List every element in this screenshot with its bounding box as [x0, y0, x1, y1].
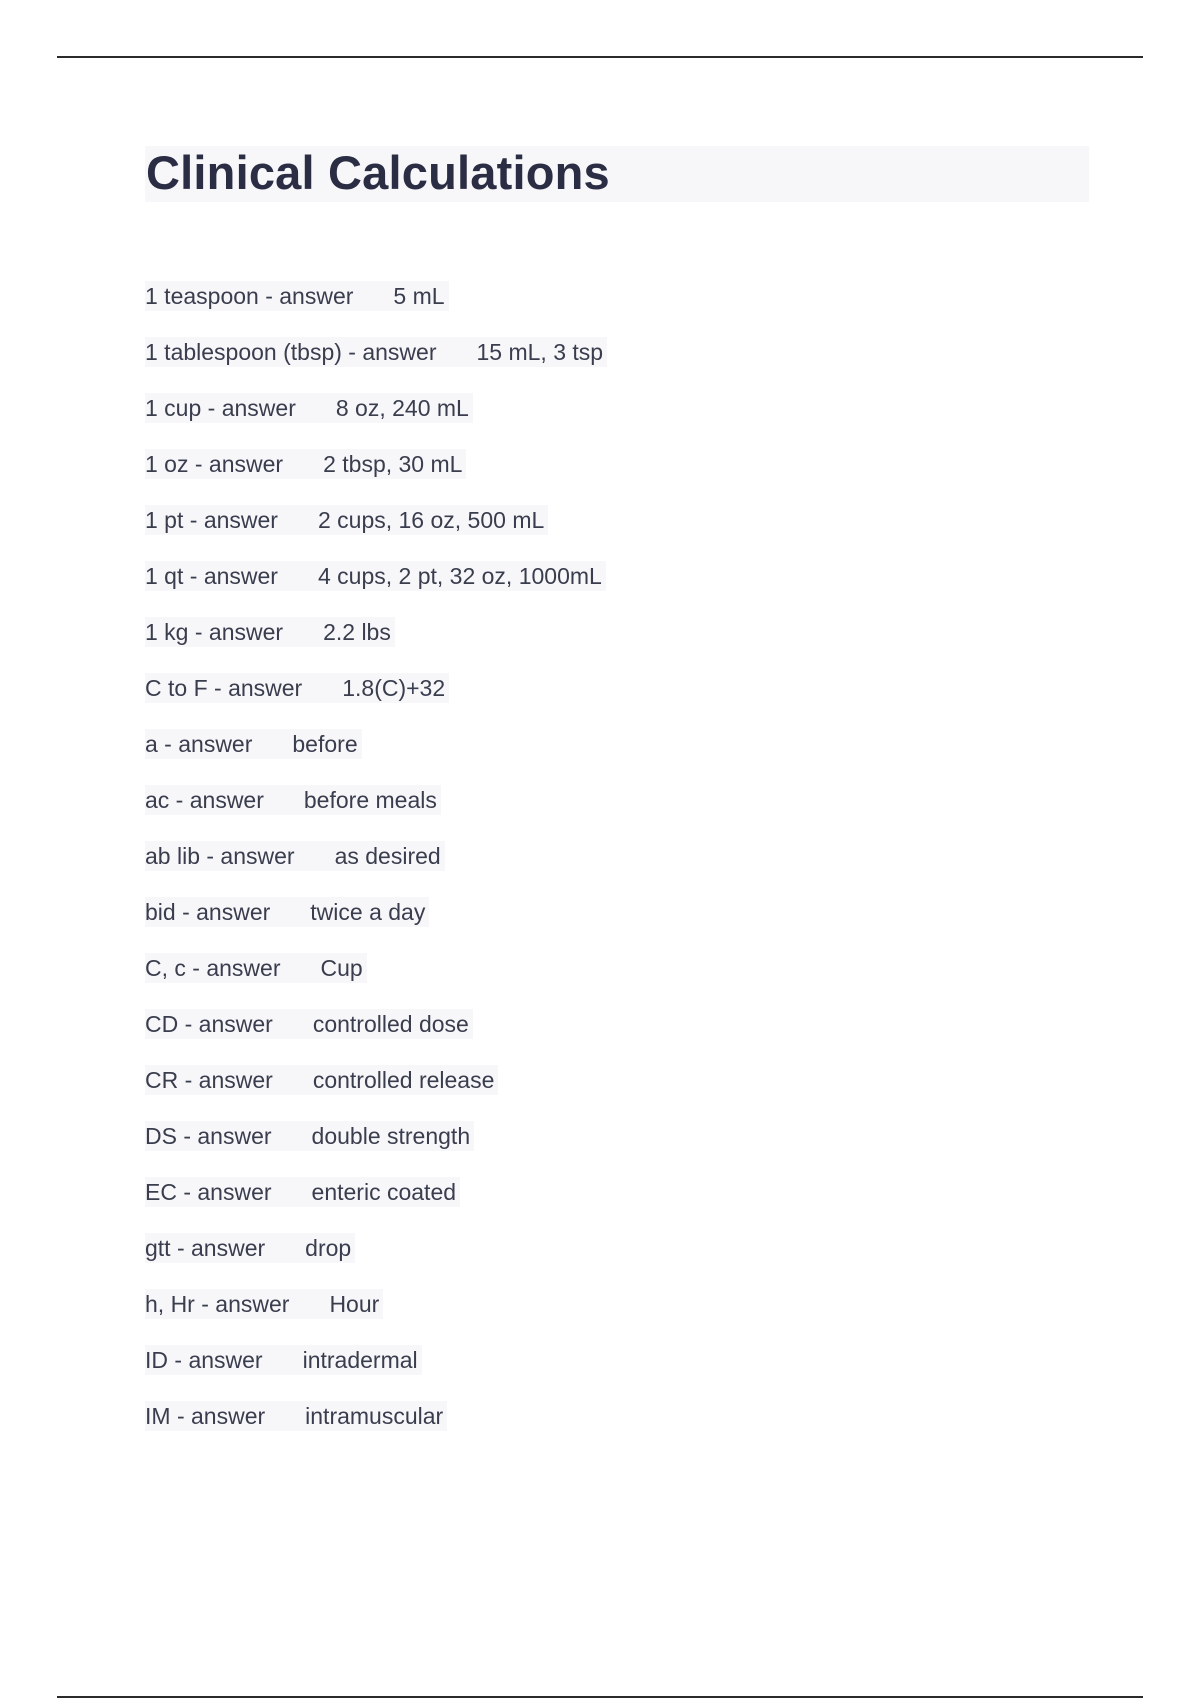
entry-answer: before [292, 731, 358, 757]
list-item [145, 1289, 607, 1345]
entry-separator: - answer [183, 507, 278, 533]
page-title: Clinical Calculations [146, 146, 610, 199]
entry-separator: - answer [199, 843, 295, 869]
entry-answer: Cup [320, 955, 363, 981]
entry-separator: - answer [207, 675, 303, 701]
entry-answer: 2.2 lbs [323, 619, 391, 645]
entry-separator: - answer [157, 731, 253, 757]
top-rule [57, 56, 1143, 58]
entry-term: 1 oz [145, 451, 189, 477]
entry-answer: intradermal [302, 1347, 418, 1373]
entry-separator: - answer [258, 283, 354, 309]
entry-separator: - answer [176, 1179, 272, 1205]
list-item [145, 1345, 607, 1401]
list-item [145, 897, 607, 953]
entry-answer: 2 tbsp, 30 mL [323, 451, 463, 477]
list-item [145, 337, 607, 393]
entry-term: C, c [145, 955, 186, 981]
entry-separator: - answer [175, 899, 271, 925]
entry-separator: - answer [188, 451, 284, 477]
list-item [145, 281, 607, 337]
entry-answer: twice a day [310, 899, 426, 925]
entry-term: CR [145, 1067, 179, 1093]
entry-separator: - answer [169, 787, 264, 813]
entry-separator: - answer [178, 1011, 273, 1037]
flashcard-list [145, 281, 607, 1457]
entry-separator: - answer [170, 1403, 266, 1429]
list-item [145, 673, 607, 729]
entry-term: C to F [145, 675, 208, 701]
entry-term: ab lib [145, 843, 200, 869]
entry-answer: enteric coated [311, 1179, 457, 1205]
entry-term: 1 pt [145, 507, 184, 533]
list-item [145, 1233, 607, 1289]
entry-separator: - answer [185, 955, 281, 981]
entry-term: gtt [145, 1235, 171, 1261]
entry-separator: - answer [194, 1291, 290, 1317]
list-item [145, 1121, 607, 1177]
list-item [145, 393, 607, 449]
list-item [145, 1065, 607, 1121]
entry-answer: intramuscular [305, 1403, 444, 1429]
entry-answer: Hour [329, 1291, 380, 1317]
list-item [145, 617, 607, 673]
entry-term: ID [145, 1347, 168, 1373]
entry-separator: - answer [201, 395, 296, 421]
entry-term: 1 tablespoon (tbsp) [145, 339, 342, 365]
entry-answer: drop [305, 1235, 352, 1261]
entry-answer: controlled dose [312, 1011, 469, 1037]
entry-term: 1 teaspoon [145, 283, 259, 309]
list-item [145, 505, 607, 561]
entry-answer: 1.8(C)+32 [342, 675, 446, 701]
entry-term: 1 kg [145, 619, 189, 645]
list-item [145, 561, 607, 617]
entry-term: 1 qt [145, 563, 184, 589]
entry-answer: controlled release [312, 1067, 495, 1093]
entry-answer: before meals [303, 787, 437, 813]
entry-separator: - answer [168, 1347, 263, 1373]
list-item [145, 449, 607, 505]
bottom-rule [57, 1696, 1143, 1698]
entry-answer: 5 mL [393, 283, 445, 309]
entry-answer: 15 mL, 3 tsp [476, 339, 604, 365]
entry-term: EC [145, 1179, 177, 1205]
entry-answer: 2 cups, 16 oz, 500 mL [317, 507, 545, 533]
entry-separator: - answer [341, 339, 437, 365]
list-item [145, 841, 607, 897]
entry-separator: - answer [170, 1235, 266, 1261]
entry-answer: 4 cups, 2 pt, 32 oz, 1000mL [317, 563, 602, 589]
entry-term: CD [145, 1011, 179, 1037]
entry-term: IM [145, 1403, 171, 1429]
entry-answer: 8 oz, 240 mL [335, 395, 469, 421]
entry-term: 1 cup [145, 395, 202, 421]
list-item [145, 785, 607, 841]
entry-term: a [145, 731, 158, 757]
entry-separator: - answer [183, 563, 278, 589]
entry-term: bid [145, 899, 176, 925]
entry-answer: as desired [334, 843, 441, 869]
entry-term: ac [145, 787, 170, 813]
entry-term: h, Hr [145, 1291, 195, 1317]
list-item [145, 953, 607, 1009]
list-item [145, 1177, 607, 1233]
entry-answer: double strength [311, 1123, 471, 1149]
list-item [145, 1009, 607, 1065]
entry-separator: - answer [188, 619, 284, 645]
list-item [145, 729, 607, 785]
entry-separator: - answer [176, 1123, 272, 1149]
entry-term: DS [145, 1123, 177, 1149]
list-item [145, 1401, 607, 1457]
entry-separator: - answer [178, 1067, 273, 1093]
